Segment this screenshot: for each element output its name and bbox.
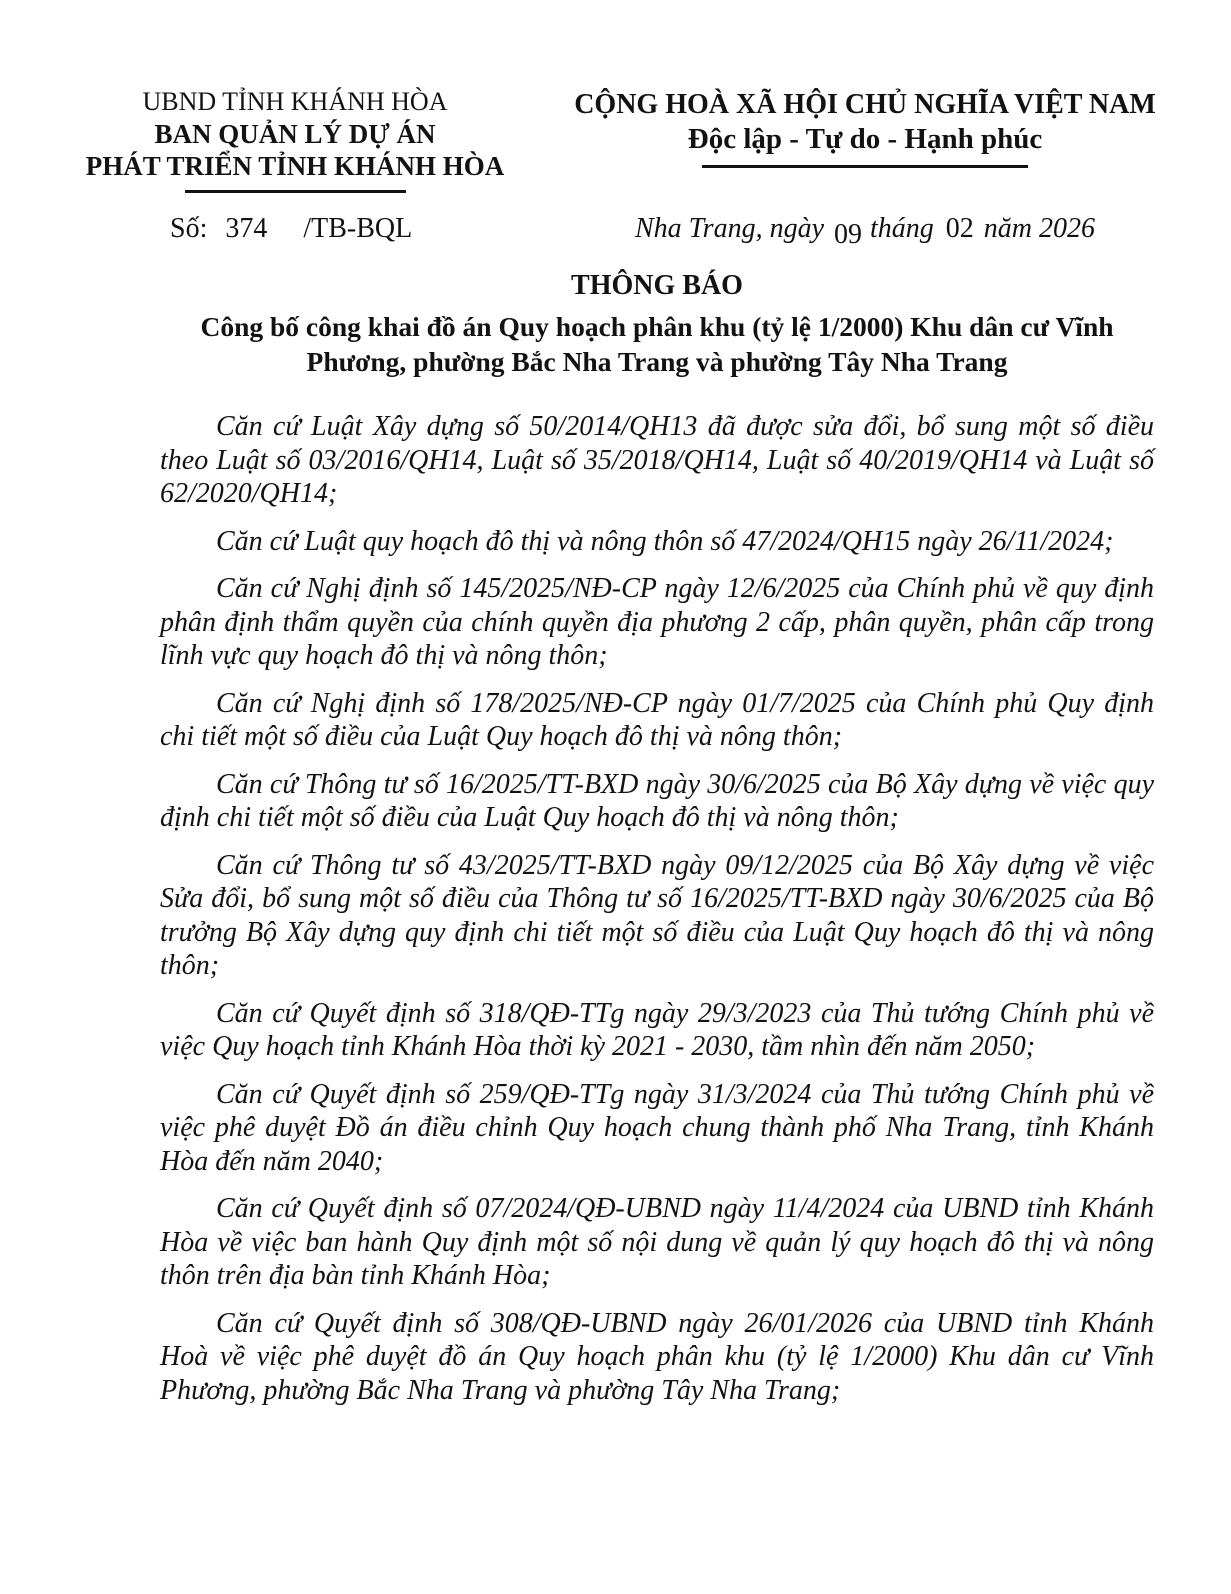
body-paragraph: Căn cứ Quyết định số 308/QĐ-UBND ngày 26/01/2026 của UBND tỉnh Khánh Hoà về việc phê duyệt đồ án Quy hoạch phân khu (tỷ lệ 1/2000) Khu dân cư Vĩnh Phương, phường Bắc Nha Trang và phường Tây Nha Trang; — [160, 1307, 1154, 1406]
place-date-line — [570, 213, 1160, 250]
body-paragraph: Căn cứ Thông tư số 16/2025/TT-BXD ngày 30/6/2025 của Bộ Xây dựng về việc quy định chi tiết một số điều của Luật Quy hoạch đô thị và nông thôn; — [160, 768, 1154, 833]
body-paragraph: Căn cứ Luật Xây dựng số 50/2014/QH13 đã được sửa đổi, bổ sung một số điều theo Luật số 03/2016/QH14, Luật số 35/2018/QH14, Luật số 40/2019/QH14 và Luật số 62/2020/QH14; — [160, 411, 1154, 509]
document-body — [160, 410, 1154, 1421]
place-date-prefix: Nha Trang, ngày — [634, 213, 824, 244]
body-paragraph: Căn cứ Quyết định số 259/QĐ-TTg ngày 31/3/2024 của Thủ tướng Chính phủ về việc phê duyệt Đồ án điều chỉnh Quy hoạch chung thành phố Nha Trang, tỉnh Khánh Hòa đến năm 2040; — [160, 1078, 1154, 1177]
national-header — [570, 88, 1160, 168]
date-month-value: 02 — [945, 213, 974, 244]
document-title: THÔNG BÁO — [571, 270, 743, 301]
date-day-value: 09 — [834, 219, 862, 250]
document-number-label: Số: — [170, 213, 208, 244]
body-paragraph: Căn cứ Nghị định số 145/2025/NĐ-CP ngày 12/6/2025 của Chính phủ về quy định phân định thẩm quyền của chính quyền địa phương 2 cấp, phân quyền, phân cấp trong lĩnh vực quy hoạch đô thị và nông thôn; — [160, 573, 1154, 671]
issuer-org-name-line1: BAN QUẢN LÝ DỰ ÁN — [154, 119, 436, 149]
issuer-header-rule — [185, 190, 406, 193]
document-number-value: 374 — [225, 213, 268, 244]
body-paragraph: Căn cứ Nghị định số 178/2025/NĐ-CP ngày 01/7/2025 của Chính phủ Quy định chi tiết một số điều của Luật Quy hoạch đô thị và nông thôn; — [160, 687, 1154, 752]
body-paragraph: Căn cứ Quyết định số 318/QĐ-TTg ngày 29/3/2023 của Thủ tướng Chính phủ về việc Quy hoạch tỉnh Khánh Hòa thời kỳ 2021 - 2030, tầm nhìn đến năm 2050; — [160, 997, 1154, 1062]
issuer-org-name-line2: PHÁT TRIỂN TỈNH KHÁNH HÒA — [85, 151, 505, 181]
national-name: CỘNG HOÀ XÃ HỘI CHỦ NGHĨA VIỆT NAM — [574, 89, 1156, 120]
body-paragraph: Căn cứ Luật quy hoạch đô thị và nông thôn số 47/2024/QH15 ngày 26/11/2024; — [216, 525, 1114, 557]
body-paragraph: Căn cứ Thông tư số 43/2025/TT-BXD ngày 09/12/2025 của Bộ Xây dựng về việc Sửa đổi, bổ sung một số điều của Thông tư số 16/2025/TT-BXD ngày 30/6/2025 của Bộ trưởng Bộ Xây dựng quy định chi tiết một số điều của Luật Quy hoạch đô thị và nông thôn; — [160, 849, 1154, 981]
document-number — [170, 213, 412, 245]
date-year-label: năm 2026 — [983, 213, 1096, 244]
issuer-header — [85, 86, 505, 193]
document-subtitle: Công bố công khai đồ án Quy hoạch phân khu (tỷ lệ 1/2000) Khu dân cư Vĩnh Phương, phường Bắc Nha Trang và phường Tây Nha Trang — [200, 311, 1114, 377]
body-paragraph: Căn cứ Quyết định số 07/2024/QĐ-UBND ngày 11/4/2024 của UBND tỉnh Khánh Hòa về việc ban hành Quy định một số nội dung về quản lý quy hoạch đô thị và nông thôn trên địa bàn tỉnh Khánh Hòa; — [160, 1193, 1154, 1291]
document-number-code: /TB-BQL — [303, 213, 413, 244]
issuer-parent-org: UBND TỈNH KHÁNH HÒA — [142, 87, 448, 116]
date-thang-label: tháng — [870, 213, 934, 244]
national-header-rule — [702, 165, 1028, 168]
national-motto: Độc lập - Tự do - Hạnh phúc — [687, 123, 1043, 155]
